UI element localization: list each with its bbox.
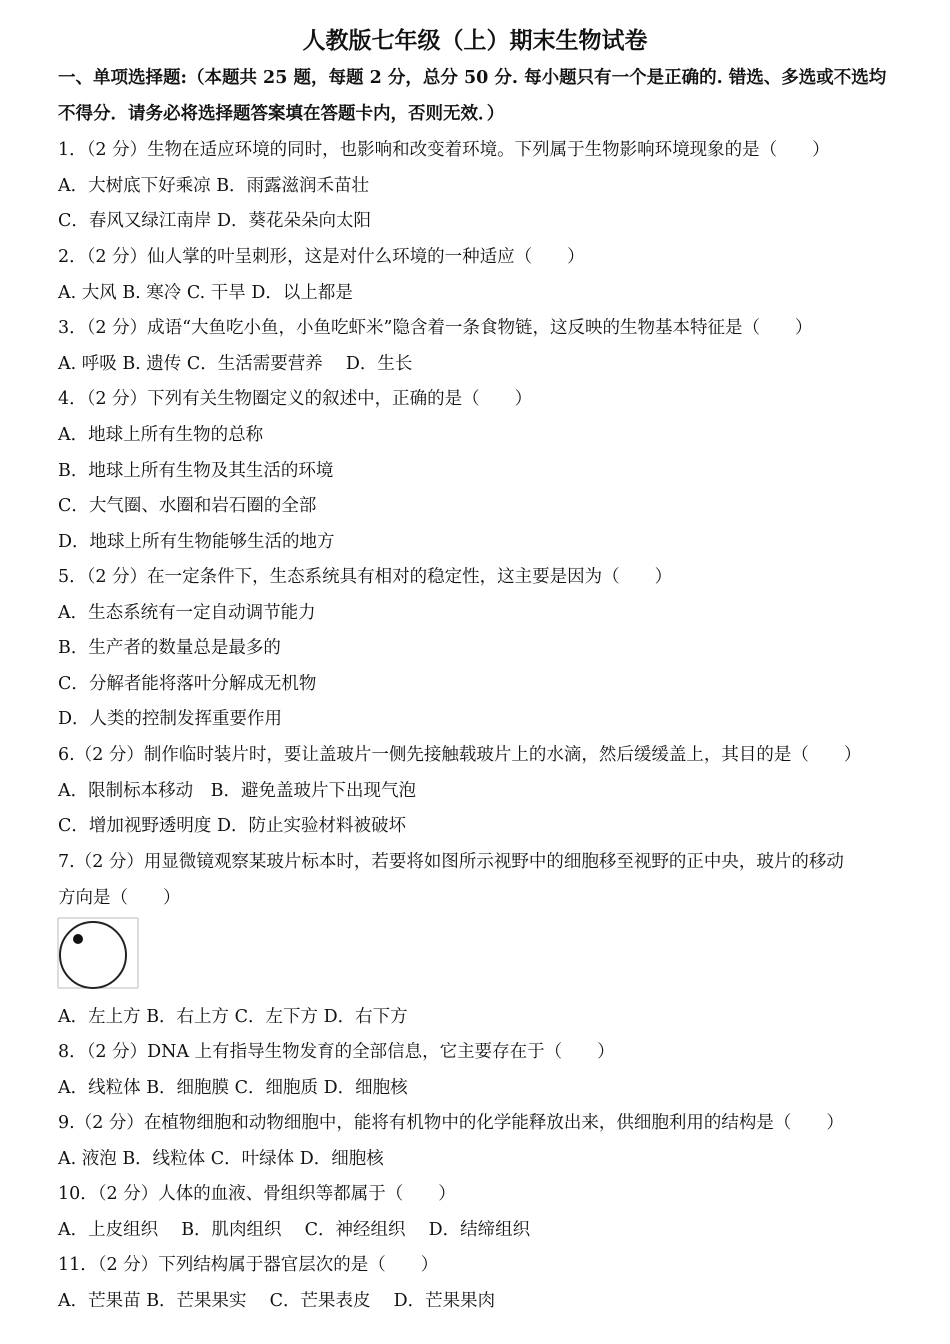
exam-title: 人教版七年级（上）期末生物试卷 (302, 27, 648, 54)
question-1-stem: 1．（2 分）生物在适应环境的同时，也影响和改变着环境。下列属于生物影响环境现象的是（ ） (58, 140, 830, 160)
question-2-options: A. 大风 B. 寒冷 C. 干旱 D．以上都是 (58, 283, 353, 303)
question-5-option-c: C．分解者能将落叶分解成无机物 (58, 674, 317, 694)
question-4-option-b: B．地球上所有生物及其生活的环境 (58, 461, 334, 481)
question-11-stem: 11．（2 分）下列结构属于器官层次的是（ ） (58, 1255, 439, 1275)
question-6-stem: 6.（2 分）制作临时装片时，要让盖玻片一侧先接触载玻片上的水滴，然后缓缓盖上，其目的是（ ） (58, 745, 862, 765)
question-4-option-c: C．大气圈、水圈和岩石圈的全部 (58, 496, 317, 516)
question-3-stem: 3．（2 分）成语“大鱼吃小鱼，小鱼吃虾米”隐含着一条食物链，这反映的生物基本特征是（ ） (58, 318, 813, 338)
question-10-options: A．上皮组织 B．肌肉组织 C．神经组织 D．结缔组织 (58, 1220, 531, 1240)
microscope-field-figure (57, 917, 139, 989)
question-10-stem: 10．（2 分）人体的血液、骨组织等都属于（ ） (58, 1184, 456, 1204)
question-7-options: A．左上方 B．右上方 C．左下方 D．右下方 (58, 1007, 408, 1027)
question-5-option-a: A．生态系统有一定自动调节能力 (58, 603, 316, 623)
question-3-options: A. 呼吸 B. 遗传 C．生活需要营养 D．生长 (58, 354, 413, 374)
microscope-field-icon (57, 917, 139, 989)
question-1-option-line1: A．大树底下好乘凉 B．雨露滋润禾苗壮 (58, 176, 370, 196)
question-11-options: A．芒果苗 B．芒果果实 C．芒果表皮 D．芒果果肉 (58, 1291, 496, 1311)
question-8-options: A．线粒体 B．细胞膜 C．细胞质 D．细胞核 (58, 1078, 408, 1098)
question-5-option-b: B．生产者的数量总是最多的 (58, 638, 281, 658)
section-instruction-line1: 一、单项选择题:（本题共 25 题，每题 2 分，总分 50 分. 每小题只有一个是正确的. 错选、多选或不选均 (58, 68, 887, 88)
question-1-option-line2: C．春风又绿江南岸 D．葵花朵朵向太阳 (58, 211, 371, 231)
question-9-options: A. 液泡 B．线粒体 C．叶绿体 D．细胞核 (58, 1149, 384, 1169)
question-6-option-line2: C．增加视野透明度 D．防止实验材料被破坏 (58, 816, 406, 836)
question-8-stem: 8．（2 分）DNA 上有指导生物发育的全部信息，它主要存在于（ ） (58, 1042, 615, 1062)
question-9-stem: 9.（2 分）在植物细胞和动物细胞中，能将有机物中的化学能释放出来，供细胞利用的结构是（ ） (58, 1113, 844, 1133)
question-6-option-line1: A．限制标本移动 B．避免盖玻片下出现气泡 (58, 781, 416, 801)
section-instruction-line2: 不得分．请务必将选择题答案填在答题卡内，否则无效．） (58, 104, 505, 124)
question-5-stem: 5．（2 分）在一定条件下，生态系统具有相对的稳定性，这主要是因为（ ） (58, 567, 673, 587)
question-4-option-d: D．地球上所有生物能够生活的地方 (58, 532, 335, 552)
question-7-stem-continued: 方向是（ ） (58, 888, 181, 908)
question-7-stem: 7.（2 分）用显微镜观察某玻片标本时，若要将如图所示视野中的细胞移至视野的正中央，玻片的移动 (58, 852, 844, 872)
question-4-stem: 4．（2 分）下列有关生物圈定义的叙述中，正确的是（ ） (58, 389, 533, 409)
question-2-stem: 2．（2 分）仙人掌的叶呈刺形，这是对什么环境的一种适应（ ） (58, 247, 585, 267)
question-5-option-d: D．人类的控制发挥重要作用 (58, 709, 283, 729)
question-4-option-a: A．地球上所有生物的总称 (58, 425, 264, 445)
